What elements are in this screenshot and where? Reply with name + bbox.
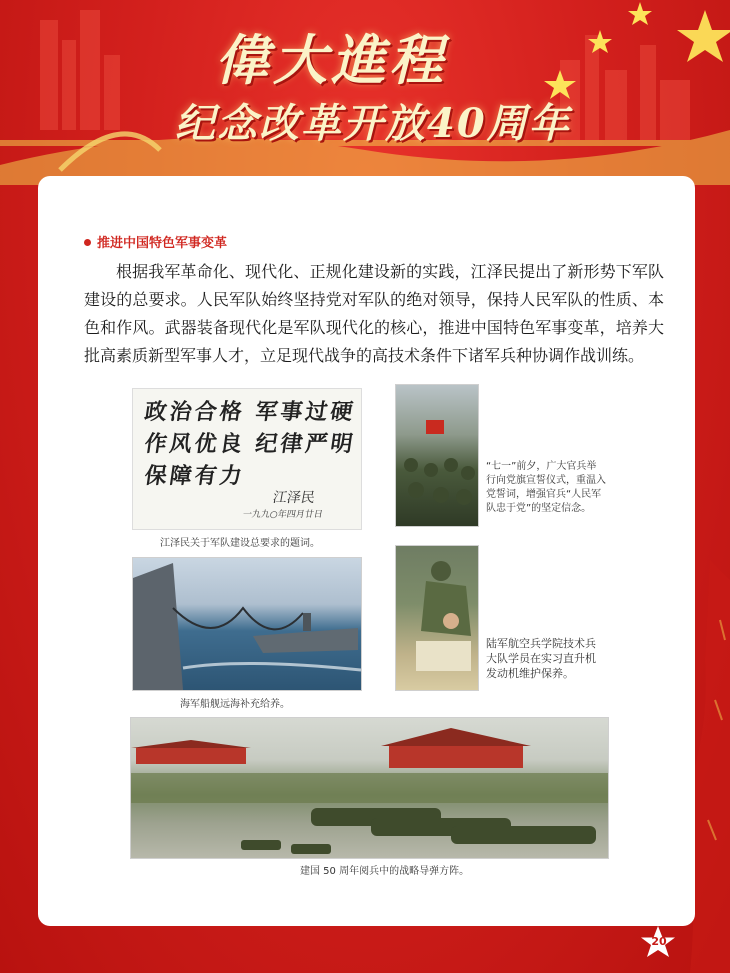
navy-replenishment-photo <box>132 557 362 691</box>
oath-caption: “七一”前夕，广大官兵举行向党旗宣誓仪式，重温入党誓词，增强官兵“人民军队忠于党”的坚定信念。 <box>486 461 606 514</box>
navy-caption: 海军船舰远海补充给养。 <box>180 699 290 710</box>
header-banner <box>0 0 730 185</box>
body-paragraph: 根据我军革命化、现代化、正规化建设新的实践，江泽民提出了新形势下军队建设的总要求。人民军队始终坚持党对军队的绝对领导，保持人民军队的性质、本色和作风。武器装备现代化是军队现代化的核心，推进中国特色军事变革，培养大批高素质新型军事人才，立足现代战争的高技术条件下诸军兵种协调作战训练。 <box>84 262 664 365</box>
bullet-icon <box>84 239 91 246</box>
calligraphy-line-3: 保障有力 <box>142 463 247 489</box>
calligraphy-caption: 江泽民关于军队建设总要求的题词。 <box>160 538 320 549</box>
navy-photo-art <box>133 558 361 690</box>
helicopter-caption: 陆军航空兵学院技术兵大队学员在实习直升机发动机维护保养。 <box>486 637 596 680</box>
section-heading <box>84 232 227 251</box>
parade-caption: 建国 50 周年阅兵中的战略导弹方阵。 <box>300 866 470 877</box>
parade-photo-art <box>131 718 608 858</box>
oath-photo-art <box>396 385 478 526</box>
helicopter-maintenance-photo <box>395 545 479 691</box>
page-subtitle: 纪念改革开放40周年 <box>175 100 571 147</box>
oath-ceremony-photo <box>395 384 479 527</box>
section-heading-text: 推进中国特色军事变革 <box>97 236 228 251</box>
parade-missile-photo <box>130 717 609 859</box>
page-number: 20 <box>651 935 667 948</box>
calligraphy-date: 一九九○年四月廿日 <box>241 510 324 520</box>
calligraphy-line-2: 作风优良 纪律严明 <box>142 431 358 457</box>
helicopter-photo-art <box>396 546 478 690</box>
calligraphy-signature: 江泽民 <box>271 490 317 506</box>
calligraphy-line-1: 政治合格 军事过硬 <box>142 399 358 425</box>
calligraphy-inscription <box>132 388 362 530</box>
page-title: 偉大進程 <box>215 28 447 92</box>
